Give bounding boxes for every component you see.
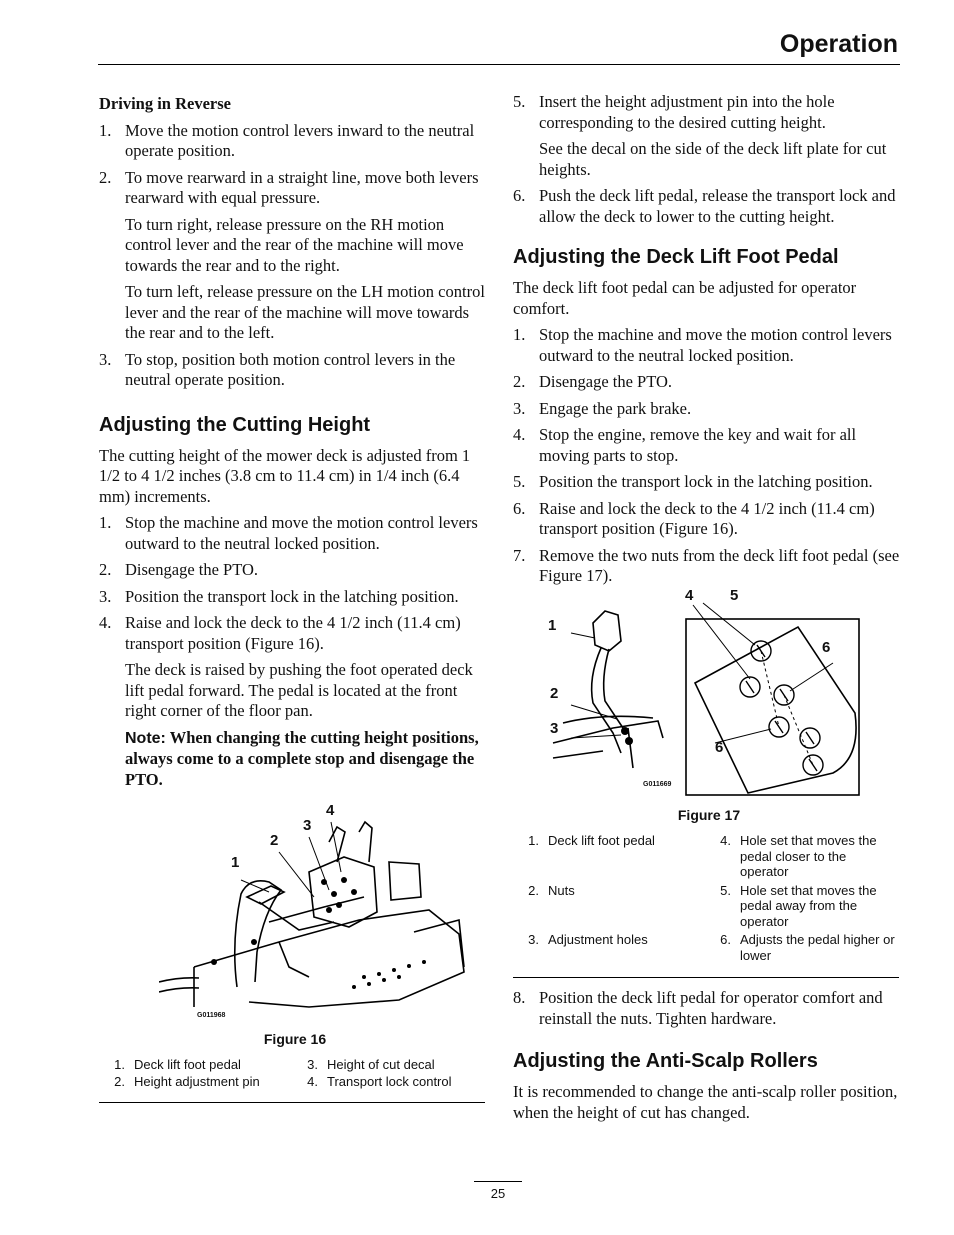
step-text: Position the transport lock in the latching position.	[125, 586, 459, 606]
step-number: 3.	[513, 398, 526, 418]
legend-number: 2.	[528, 882, 539, 898]
legend-text: Height adjustment pin	[134, 1074, 260, 1089]
step-number: 4.	[99, 613, 112, 632]
callout-2: 2	[270, 832, 279, 849]
step-text: Engage the park brake.	[539, 398, 692, 418]
footer-divider	[474, 1181, 522, 1182]
callout-1: 1	[548, 616, 557, 634]
step-text: Position the transport lock in the latching position.	[539, 472, 873, 491]
figure-17-legend	[513, 833, 905, 963]
step-text: Position the deck lift pedal for operator comfort and reinstall the nuts. Tighten hardware.	[539, 988, 883, 1028]
figure-17-caption: Figure 17	[677, 806, 741, 823]
list-item	[99, 121, 489, 162]
decal-paragraph: See the decal on the side of the deck lift plate for cut heights.	[539, 139, 887, 179]
legend-item	[513, 932, 705, 963]
turn-right-paragraph: To turn right, release pressure on the RH motion control lever and the rear of the machine will move towards the rear and to the right.	[125, 214, 464, 275]
step-number: 6.	[513, 186, 526, 205]
callout-6-lower: 6	[715, 738, 724, 756]
step-number: 2.	[513, 372, 526, 391]
step-number: 1.	[99, 513, 112, 532]
list-item	[99, 613, 489, 654]
callout-3: 3	[303, 817, 312, 834]
legend-item	[513, 833, 705, 880]
legend-text: Deck lift foot pedal	[134, 1056, 241, 1072]
list-item	[99, 350, 489, 391]
legend-item	[705, 833, 895, 880]
step-number: 5.	[513, 92, 526, 111]
note-block	[125, 728, 489, 791]
list-item	[513, 399, 905, 420]
figure-16-legend	[99, 1057, 489, 1090]
callout-3: 3	[550, 719, 559, 737]
left-column	[99, 92, 489, 1103]
legend-item	[292, 1057, 482, 1073]
step-text: Move the motion control levers inward to the neutral operate position.	[125, 120, 475, 160]
figure-code: G011669	[643, 780, 672, 788]
step-text: Push the deck lift pedal, release the transport lock and allow the deck to lower to the cutting height.	[539, 186, 896, 226]
step-text: Stop the machine and move the motion control levers outward to the neutral locked position.	[539, 325, 892, 365]
legend-number: 6.	[720, 932, 731, 947]
callout-4: 4	[326, 802, 335, 819]
list-item	[99, 168, 489, 209]
list-item	[513, 499, 905, 540]
page-number: 25	[490, 1186, 506, 1201]
callout-1: 1	[231, 854, 240, 871]
step-text: Insert the height adjustment pin into the hole corresponding to the desired cutting height.	[539, 92, 835, 132]
list-item	[513, 186, 905, 227]
step-text: Remove the two nuts from the deck lift foot pedal (see Figure 17).	[539, 545, 900, 585]
legend-number: 3.	[307, 1056, 318, 1072]
legend-number: 5.	[720, 882, 731, 898]
legend-item	[513, 883, 705, 930]
step-text: To stop, position both motion control levers in the neutral operate position.	[125, 349, 456, 389]
figure-16-illustration	[159, 802, 489, 1027]
legend-item	[292, 1074, 482, 1090]
list-item	[513, 472, 905, 493]
legend-text: Deck lift foot pedal	[548, 833, 655, 848]
figure-16-divider	[99, 1102, 485, 1103]
step-text: Disengage the PTO.	[539, 372, 673, 391]
list-item	[513, 425, 905, 466]
legend-number: 4.	[720, 833, 731, 848]
list-item	[513, 372, 905, 393]
list-item	[513, 988, 905, 1029]
section-heading-anti-scalp: Adjusting the Anti-Scalp Rollers	[513, 1050, 818, 1072]
section-heading-cutting-height: Adjusting the Cutting Height	[99, 413, 371, 436]
legend-number: 4.	[307, 1074, 318, 1089]
turn-left-paragraph: To turn left, release pressure on the LH motion control lever and the rear of the machine will move towards the rear and to the left.	[125, 282, 485, 342]
step-text: Raise and lock the deck to the 4 1/2 inch (11.4 cm) transport position (Figure 16).	[125, 613, 461, 653]
legend-item	[99, 1074, 292, 1090]
legend-number: 1.	[528, 833, 539, 848]
step-number: 2.	[99, 560, 112, 579]
callout-2: 2	[550, 684, 559, 702]
step-number: 8.	[513, 988, 526, 1007]
legend-text: Adjustment holes	[548, 932, 648, 947]
step-number: 7.	[513, 545, 526, 565]
deck-lift-illustration	[159, 802, 489, 1027]
list-item	[513, 546, 905, 587]
anti-scalp-intro: It is recommended to change the anti-scalp roller position, when the height of cut has changed.	[513, 1082, 898, 1122]
step-text: Disengage the PTO.	[125, 560, 259, 579]
callout-5: 5	[730, 586, 739, 604]
step-number: 4.	[513, 425, 526, 444]
step-number: 1.	[513, 325, 526, 344]
list-item	[99, 587, 489, 608]
step-number: 3.	[99, 586, 112, 606]
callout-6: 6	[822, 638, 831, 656]
step-number: 6.	[513, 498, 526, 518]
legend-item	[705, 883, 895, 930]
legend-item	[705, 932, 895, 963]
list-item	[99, 560, 489, 581]
reverse-subheading: Driving in Reverse	[99, 94, 231, 113]
step-number: 5.	[513, 472, 526, 491]
legend-item	[99, 1057, 292, 1073]
step-number: 2.	[99, 167, 112, 187]
step-text: To move rearward in a straight line, move both levers rearward with equal pressure.	[125, 167, 479, 207]
note-label: Note:	[125, 729, 166, 747]
pedal-adjustment-illustration	[543, 593, 863, 803]
deck-raise-paragraph: The deck is raised by pushing the foot operated deck lift pedal forward. The pedal is located at the front right corner of the floor pan.	[125, 660, 473, 720]
figure-code: G011968	[197, 1012, 226, 1019]
step-number: 1.	[99, 120, 112, 140]
list-item	[513, 92, 905, 133]
legend-text: Nuts	[548, 882, 575, 898]
figure-17-divider	[513, 977, 899, 978]
callout-4: 4	[685, 586, 694, 604]
figure-17-illustration	[543, 586, 863, 803]
legend-number: 3.	[528, 932, 539, 947]
page-title: Operation	[779, 30, 898, 58]
section-heading-deck-lift-pedal: Adjusting the Deck Lift Foot Pedal	[513, 246, 839, 268]
step-text: Raise and lock the deck to the 4 1/2 inch (11.4 cm) transport position (Figure 16).	[539, 498, 875, 538]
legend-number: 1.	[114, 1056, 125, 1072]
legend-text: Hole set that moves the pedal away from the operator	[740, 882, 877, 929]
legend-text: Height of cut decal	[327, 1056, 435, 1072]
step-text: Stop the machine and move the motion control levers outward to the neutral locked position.	[125, 513, 478, 553]
pedal-intro: The deck lift foot pedal can be adjusted for operator comfort.	[513, 278, 857, 318]
step-text: Stop the engine, remove the key and wait for all moving parts to stop.	[539, 425, 857, 465]
list-item	[513, 325, 905, 366]
legend-number: 2.	[114, 1074, 125, 1089]
right-column	[513, 92, 905, 1129]
step-number: 3.	[99, 349, 112, 369]
legend-text: Hole set that moves the pedal closer to the operator	[740, 833, 877, 879]
list-item	[99, 513, 489, 554]
figure-16-caption: Figure 16	[263, 1031, 327, 1047]
header-divider	[98, 64, 900, 65]
cutting-height-intro: The cutting height of the mower deck is adjusted from 1 1/2 to 4 1/2 inches (3.8 cm to 11.4 cm) in 1/4 inch (6.4 mm) increments.	[99, 445, 471, 506]
legend-text: Adjusts the pedal higher or lower	[740, 932, 895, 963]
note-text: When changing the cutting height positions, always come to a complete stop and disengage the PTO.	[125, 727, 479, 789]
legend-text: Transport lock control	[327, 1074, 452, 1089]
